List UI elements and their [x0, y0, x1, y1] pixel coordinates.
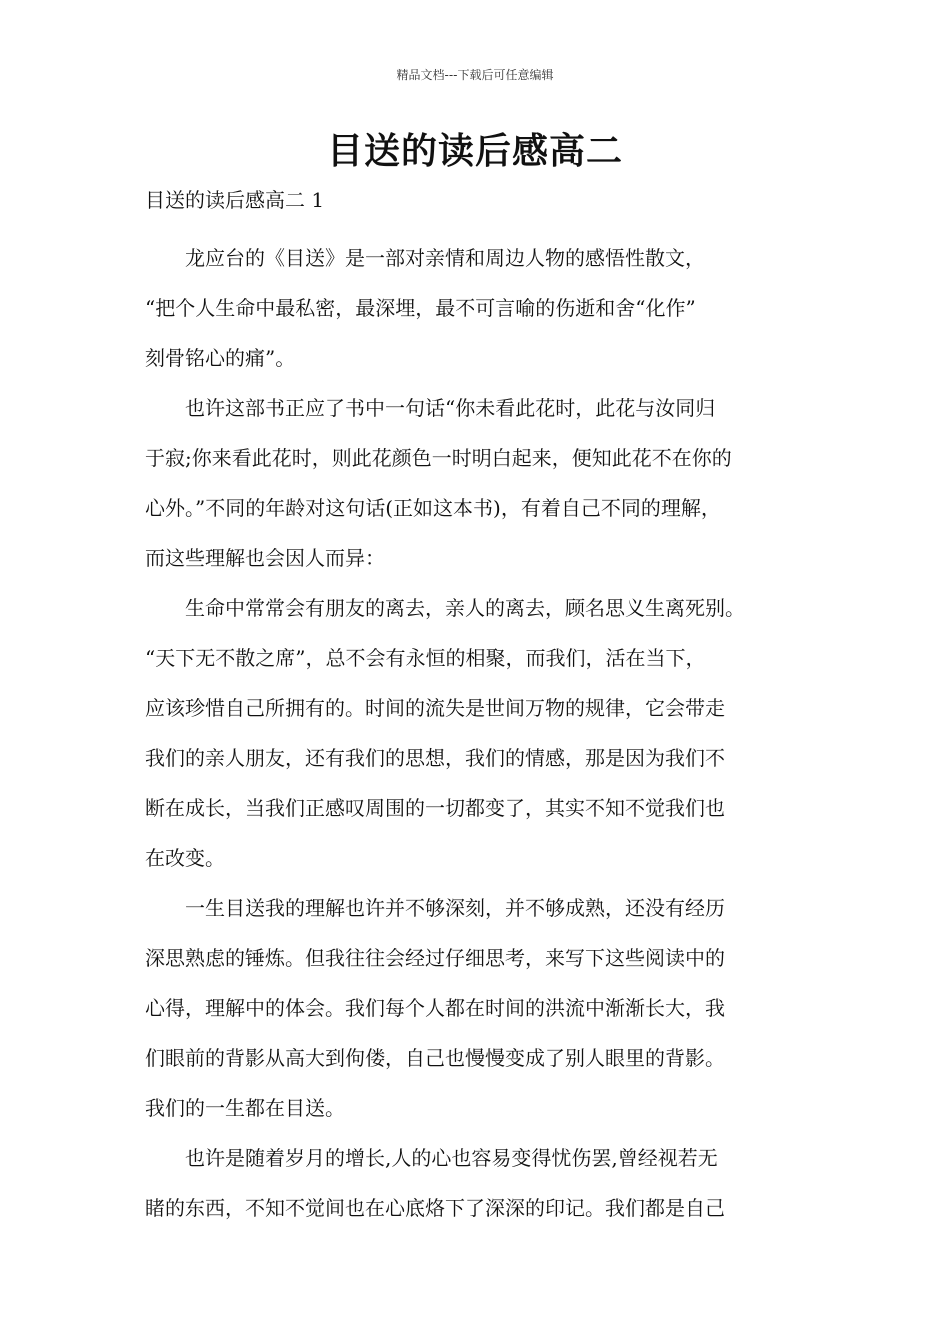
paragraph-line: 睹的东西，不知不觉间也在心底烙下了深深的印记。我们都是自己	[145, 1196, 725, 1220]
paragraph-line: 一生目送我的理解也许并不够深刻，并不够成熟，还没有经历	[185, 896, 725, 920]
paragraph-line: 也许是随着岁月的增长,人的心也容易变得忧伤罢,曾经视若无	[185, 1146, 718, 1170]
paragraph-3	[145, 583, 810, 883]
paragraph-line: 龙应台的《目送》是一部对亲情和周边人物的感悟性散文，	[185, 246, 705, 270]
paragraph-line: 在改变。	[145, 846, 225, 870]
paragraph-5	[145, 1133, 810, 1233]
paragraph-line: 深思熟虑的锤炼。但我往往会经过仔细思考，来写下这些阅读中的	[145, 946, 725, 970]
paragraph-line: “把个人生命中最私密，最深埋，最不可言喻的伤逝和舍“化作”	[145, 296, 696, 320]
paragraph-line: 心得，理解中的体会。我们每个人都在时间的洪流中渐渐长大，我	[145, 996, 725, 1020]
paragraph-line: 生命中常常会有朋友的离去，亲人的离去，顾名思义生离死别。	[185, 596, 745, 620]
paragraph-line: “天下无不散之席”，总不会有永恒的相聚，而我们，活在当下，	[145, 646, 706, 670]
paragraph-line: 我们的一生都在目送。	[145, 1096, 345, 1120]
paragraph-2	[145, 383, 810, 583]
document-subtitle: 目送的读后感高二 1	[145, 188, 325, 212]
paragraph-4	[145, 883, 810, 1133]
paragraph-line: 也许这部书正应了书中一句话“你未看此花时，此花与汝同归	[185, 396, 716, 420]
document-body	[145, 233, 810, 1233]
paragraph-line: 而这些理解也会因人而异：	[145, 546, 385, 570]
document-title: 目送的读后感高二	[326, 131, 623, 172]
paragraph-line: 刻骨铭心的痛”。	[145, 346, 296, 370]
paragraph-line: 心外。”不同的年龄对这句话(正如这本书)，有着自己不同的理解，	[145, 496, 721, 520]
paragraph-line: 断在成长，当我们正感叹周围的一切都变了，其实不知不觉我们也	[145, 796, 725, 820]
paragraph-1	[145, 233, 810, 383]
paragraph-line: 应该珍惜自己所拥有的。时间的流失是世间万物的规律，它会带走	[145, 696, 725, 720]
page-header: 精品文档---下载后可任意编辑	[396, 68, 554, 82]
paragraph-line: 我们的亲人朋友，还有我们的思想，我们的情感，那是因为我们不	[145, 746, 725, 770]
paragraph-line: 们眼前的背影从高大到佝偻，自己也慢慢变成了别人眼里的背影。	[145, 1046, 725, 1070]
paragraph-line: 于寂;你来看此花时，则此花颜色一时明白起来，便知此花不在你的	[145, 446, 732, 470]
